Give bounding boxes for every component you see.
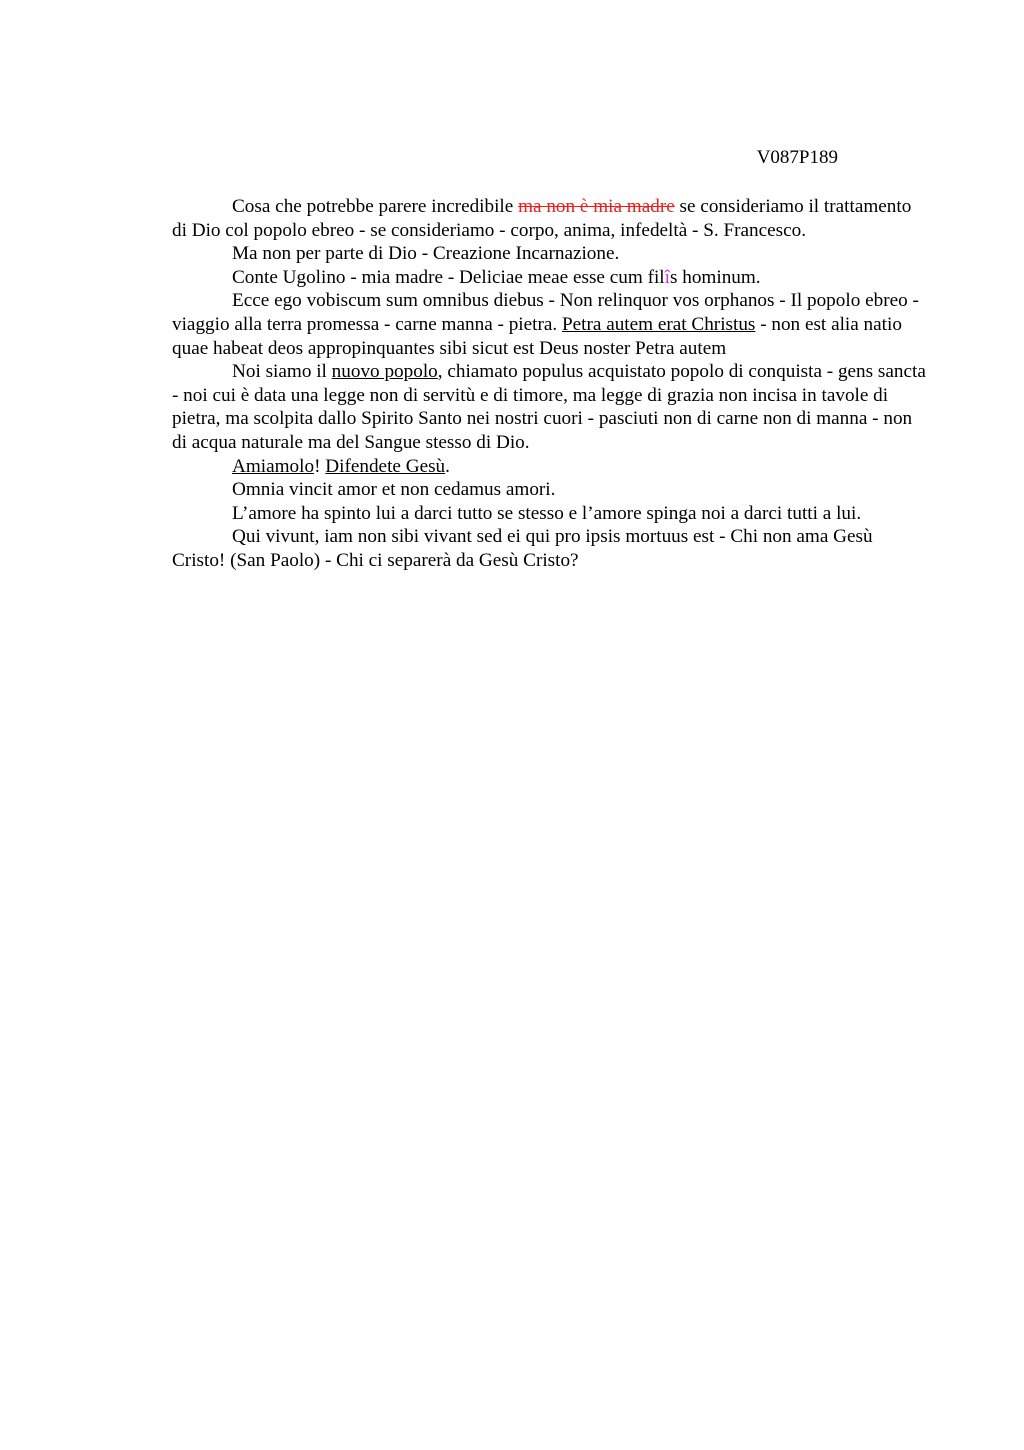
text-run: ! bbox=[314, 455, 326, 477]
underlined-text: Difendete Gesù bbox=[325, 455, 446, 477]
paragraph: L’amore ha spinto lui a darci tutto se stesso e l’amore spinga noi a darci tutti a lui. bbox=[232, 502, 862, 524]
highlighted-char: î bbox=[664, 266, 670, 288]
paragraph bbox=[172, 360, 927, 454]
page-reference: V087P189 bbox=[756, 147, 838, 168]
struck-text: ma non è mia madre bbox=[518, 196, 675, 217]
text-run: Noi siamo il bbox=[232, 361, 332, 383]
paragraph: Qui vivunt, iam non sibi vivant sed ei qui pro ipsis mortuus est - Chi non ama Gesù Cristo! (San Paolo) - Chi ci separerà da Gesù Cristo? bbox=[172, 526, 873, 571]
text-run: . bbox=[445, 455, 450, 477]
paragraph bbox=[172, 455, 927, 479]
text-run: Conte Ugolino - mia madre - Deliciae meae esse cum fil bbox=[232, 266, 665, 288]
paragraph: Ma non per parte di Dio - Creazione Incarnazione. bbox=[232, 243, 620, 265]
underlined-text: Amiamolo bbox=[232, 455, 315, 477]
document-body bbox=[172, 195, 927, 573]
text-run: - non est alia natio quae habeat deos appropinquantes sibi sicut est Deus noster Petra autem bbox=[172, 313, 902, 359]
paragraph bbox=[172, 195, 927, 242]
underlined-text: nuovo popolo bbox=[331, 361, 438, 383]
text-run: s hominum. bbox=[669, 266, 761, 288]
text-run: , chiamato populus acquistato popolo di conquista - gens sancta - noi cui è data una legge non di servitù e di timore, ma legge di grazia non incisa in tavole di pietra, ma scolpita dallo Spirito Santo nei nostri cuori - pasciuti non di carne non di manna - non di acqua naturale ma del Sangue stesso di Dio. bbox=[172, 361, 926, 453]
text-run: Cosa che potrebbe parere incredibile bbox=[232, 196, 519, 217]
paragraph bbox=[172, 266, 927, 290]
text-run: Ecce ego vobiscum sum omnibus diebus - Non relinquor vos orphanos - Il popolo ebreo - viaggio alla terra promessa - carne manna - pietra. bbox=[172, 290, 919, 335]
paragraph bbox=[172, 289, 927, 360]
paragraph: Omnia vincit amor et non cedamus amori. bbox=[232, 479, 556, 501]
text-run: se consideriamo il trattamento di Dio col popolo ebreo - se consideriamo - corpo, anima, infedeltà - S. Francesco. bbox=[172, 196, 912, 241]
underlined-text: Petra autem erat Christus bbox=[561, 313, 756, 335]
